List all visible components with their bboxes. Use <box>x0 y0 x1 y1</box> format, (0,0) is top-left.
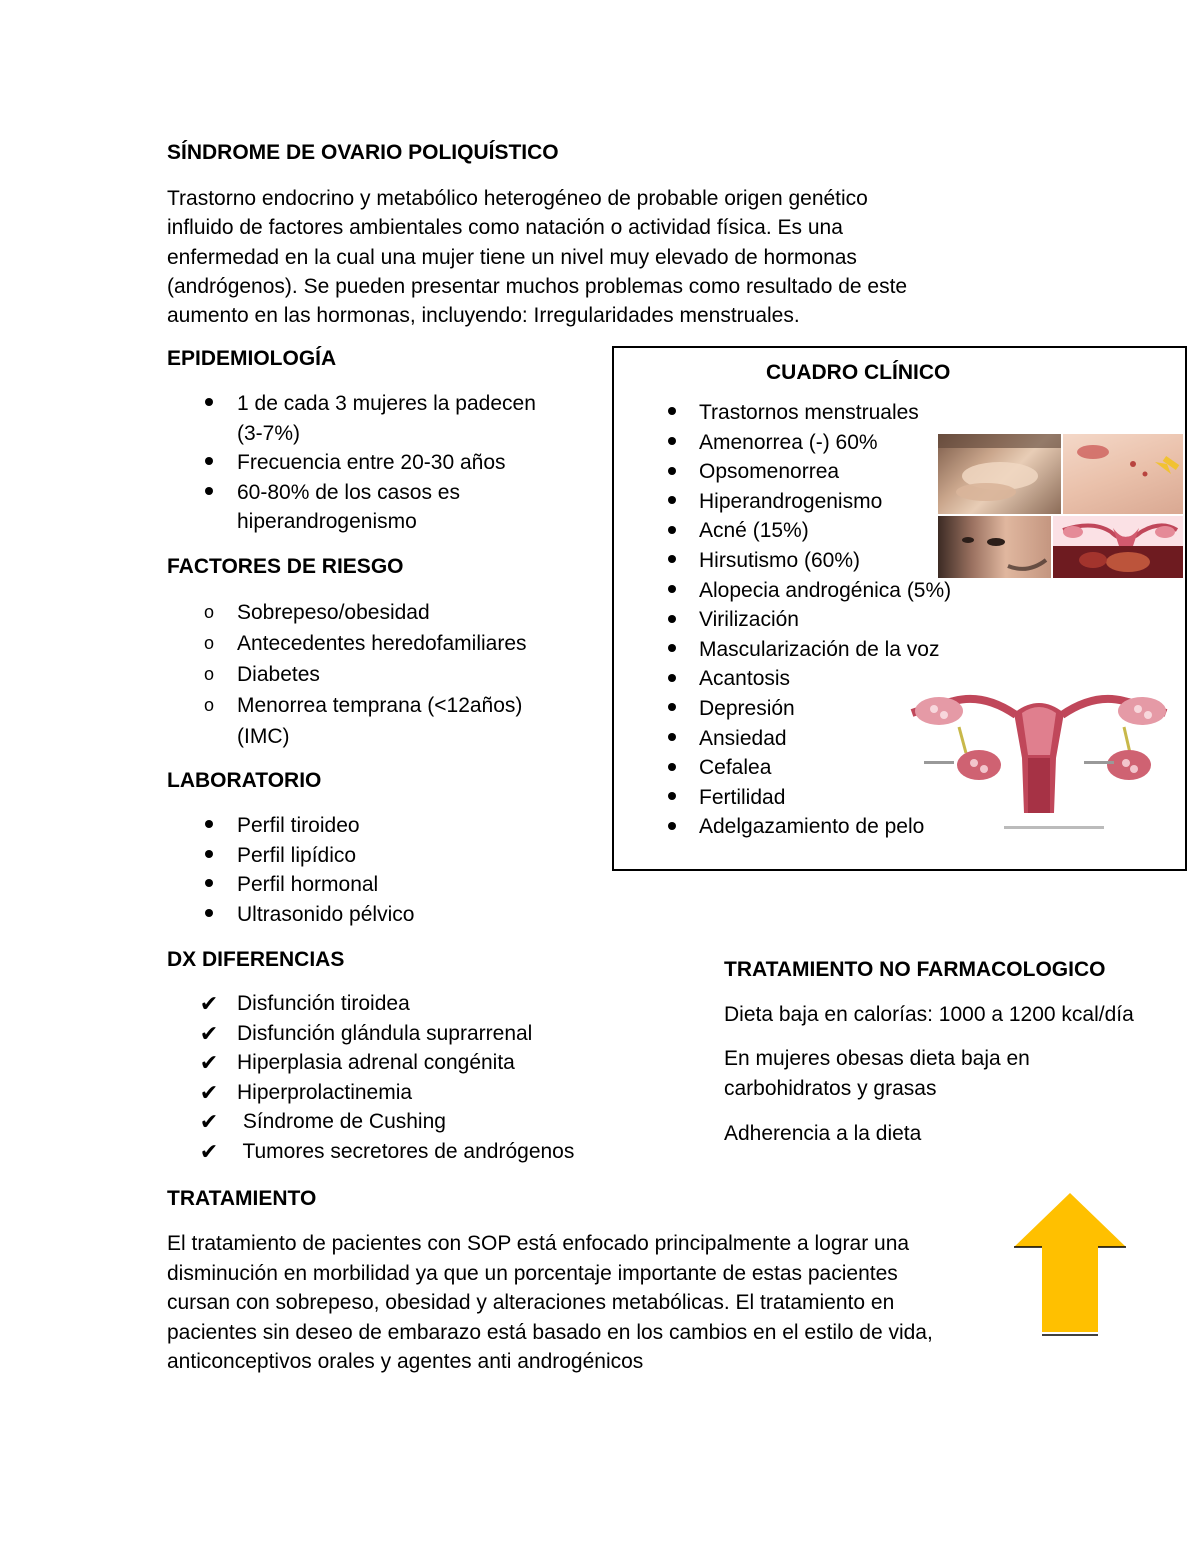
bullet-dot-icon <box>662 398 682 428</box>
bullet-circle-icon: o <box>203 633 214 653</box>
list-item: Alopecia androgénica (5%) <box>614 576 1114 606</box>
bullet-dot-icon <box>662 487 682 517</box>
list-item: Perfil hormonal <box>167 870 607 900</box>
intro-line: influido de factores ambientales como natación o actividad física. Es una <box>167 216 843 240</box>
list-item: Frecuencia entre 20-30 años <box>167 448 607 478</box>
list-item: Trastornos menstruales <box>614 398 1114 428</box>
bullet-circle-icon: o <box>203 602 214 622</box>
list-item: Ultrasonido pélvico <box>167 900 607 930</box>
intro-line: (andrógenos). Se pueden presentar muchos problemas como resultado de este <box>167 274 908 298</box>
list-item: hiperandrogenismo <box>237 510 417 533</box>
epidemiologia-list <box>167 389 607 537</box>
tratamiento-heading: TRATAMIENTO <box>167 1187 317 1210</box>
list-item: (3-7%) <box>237 421 301 445</box>
no-farmacologico-p1: Dieta baja en calorías: 1000 a 1200 kcal/día <box>724 1003 1134 1026</box>
list-item: Opsomenorrea <box>614 457 1114 487</box>
list-item: 1 de cada 3 mujeres la padecen <box>167 389 607 419</box>
bullet-dot-icon <box>662 516 682 546</box>
bullet-dot-icon <box>199 900 219 930</box>
factores-list <box>167 597 607 752</box>
no-farmacologico-heading: TRATAMIENTO NO FARMACOLOGICO <box>724 958 1106 981</box>
laboratorio-list <box>167 811 607 929</box>
bullet-dot-icon <box>199 478 219 508</box>
no-farmacologico-p3: Adherencia a la dieta <box>724 1122 922 1145</box>
text-line: carbohidratos y grasas <box>724 1076 937 1100</box>
bullet-dot-icon <box>662 428 682 458</box>
text-line: anticonceptivos orales y agentes anti androgénicos <box>167 1350 644 1373</box>
list-item: Cefalea <box>614 753 1114 783</box>
bullet-dot-icon <box>199 870 219 900</box>
intro-paragraph <box>167 184 1047 330</box>
page-title: SÍNDROME DE OVARIO POLIQUÍSTICO <box>167 141 559 164</box>
bullet-circle-icon: o <box>203 695 214 715</box>
bullet-dot-icon <box>662 605 682 635</box>
tratamiento-paragraph <box>167 1229 933 1377</box>
intro-line: aumento en las hormonas, incluyendo: Irregularidades menstruales. <box>167 304 800 328</box>
bullet-dot-icon <box>662 753 682 783</box>
bullet-dot-icon <box>662 783 682 813</box>
text-line: En mujeres obesas dieta baja en <box>724 1047 1030 1070</box>
text-line: cursan con sobrepeso, obesidad y alteraciones metabólicas. El tratamiento en <box>167 1291 895 1314</box>
list-item: Adelgazamiento de pelo <box>614 812 1114 842</box>
list-item: Hirsutismo (60%) <box>614 546 1114 576</box>
factores-heading: FACTORES DE RIESGO <box>167 555 404 578</box>
list-item: ✔ Disfunción tiroidea <box>167 989 647 1019</box>
bullet-dot-icon <box>662 546 682 576</box>
list-item: Mascularización de la voz <box>614 635 1114 665</box>
checkmark-icon: ✔ <box>199 1138 219 1164</box>
cuadro-list <box>614 398 1114 842</box>
checkmark-icon: ✔ <box>199 1020 219 1046</box>
up-arrow-icon <box>1010 1190 1130 1340</box>
bullet-dot-icon <box>662 812 682 842</box>
checkmark-icon: ✔ <box>199 1050 219 1075</box>
checkmark-icon: ✔ <box>199 1079 219 1105</box>
list-item: o Menorrea temprana (<12años) <box>167 690 607 721</box>
checkmark-icon: ✔ <box>199 991 219 1016</box>
cuadro-heading: CUADRO CLÍNICO <box>766 361 951 384</box>
bullet-circle-icon: o <box>203 664 214 684</box>
bullet-dot-icon <box>662 724 682 754</box>
list-item: Fertilidad <box>614 783 1114 813</box>
dx-heading: DX DIFERENCIAS <box>167 948 345 971</box>
list-item: Virilización <box>614 605 1114 635</box>
list-item: ✔ Síndrome de Cushing <box>167 1107 647 1137</box>
list-item: Acantosis <box>614 664 1114 694</box>
cuadro-clinico-box <box>612 346 1187 871</box>
laboratorio-heading: LABORATORIO <box>167 769 322 792</box>
checkmark-icon: ✔ <box>199 1109 219 1134</box>
bullet-dot-icon <box>199 811 219 841</box>
list-item: o Diabetes <box>167 659 607 690</box>
bullet-dot-icon <box>199 389 219 419</box>
bullet-dot-icon <box>662 635 682 665</box>
list-item: Hiperandrogenismo <box>614 487 1114 517</box>
text-line: disminución en morbilidad ya que un porcentaje importante de estas pacientes <box>167 1261 898 1285</box>
list-item: ✔ Hiperprolactinemia <box>167 1078 647 1108</box>
no-farmacologico-p2 <box>724 1044 1030 1103</box>
bullet-dot-icon <box>199 448 219 478</box>
dx-list <box>167 989 647 1166</box>
list-item: 60-80% de los casos es <box>167 478 607 508</box>
list-item: Depresión <box>614 694 1114 724</box>
list-item: o Sobrepeso/obesidad <box>167 597 607 628</box>
list-item: Amenorrea (-) 60% <box>614 428 1114 458</box>
list-item: Acné (15%) <box>614 516 1114 546</box>
list-item: o Antecedentes heredofamiliares <box>167 628 607 659</box>
list-item: Ansiedad <box>614 724 1114 754</box>
bullet-dot-icon <box>662 694 682 724</box>
text-line: pacientes sin deseo de embarazo está basado en los cambios en el estilo de vida, <box>167 1320 933 1344</box>
bullet-dot-icon <box>199 841 219 871</box>
intro-line: enfermedad en la cual una mujer tiene un nivel muy elevado de hormonas <box>167 245 857 269</box>
bullet-dot-icon <box>662 664 682 694</box>
intro-line: Trastorno endocrino y metabólico heterogéneo de probable origen genético <box>167 187 868 210</box>
list-item: Perfil lipídico <box>167 841 607 871</box>
list-item: (IMC) <box>237 725 290 748</box>
list-item: ✔ Hiperplasia adrenal congénita <box>167 1048 647 1078</box>
list-item: Perfil tiroideo <box>167 811 607 841</box>
bullet-dot-icon <box>662 576 682 606</box>
bullet-dot-icon <box>662 457 682 487</box>
list-item: ✔ Tumores secretores de andrógenos <box>167 1137 647 1167</box>
list-item: ✔ Disfunción glándula suprarrenal <box>167 1019 647 1049</box>
epidemiologia-heading: EPIDEMIOLOGÍA <box>167 347 337 370</box>
text-line: El tratamiento de pacientes con SOP está enfocado principalmente a lograr una <box>167 1232 910 1255</box>
